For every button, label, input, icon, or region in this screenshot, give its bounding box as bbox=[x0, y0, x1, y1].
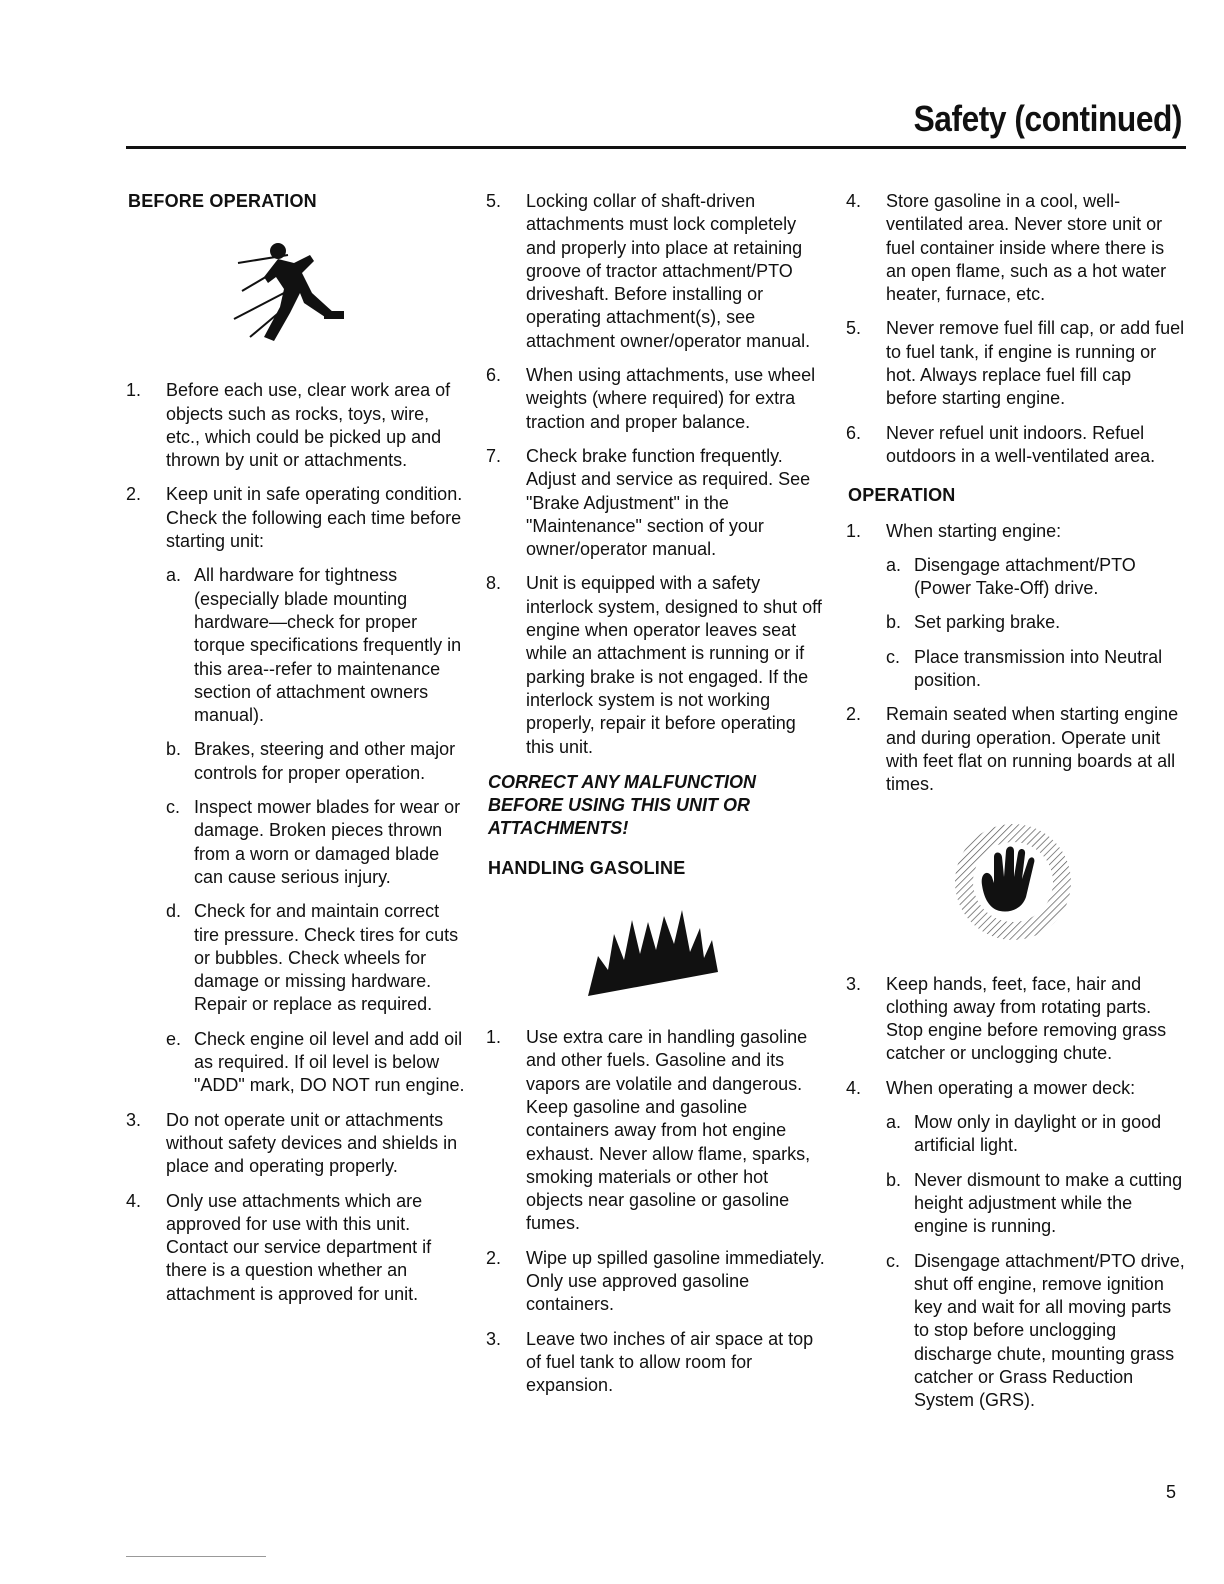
item-number: 1. bbox=[126, 380, 142, 401]
sub-text: Disengage attachment/PTO (Power Take-Off) drive. bbox=[914, 554, 1136, 599]
item-number: 2. bbox=[846, 704, 862, 725]
section-heading-handling-gasoline: HANDLING GASOLINE bbox=[488, 857, 686, 878]
item-number: 7. bbox=[486, 445, 502, 466]
item-text: Never remove fuel fill cap, or add fuel to fuel tank, if engine is running or hot. Always replace fuel fill cap before starting engine. bbox=[886, 318, 1185, 409]
list-item bbox=[840, 422, 1185, 469]
list-item bbox=[480, 1328, 825, 1398]
list-item bbox=[840, 1077, 1185, 1413]
sub-letter: b. bbox=[886, 612, 902, 633]
list-item bbox=[480, 1026, 825, 1236]
sub-text: Check engine oil level and add oil as required. If oil level is below "ADD" mark, DO NOT run engine. bbox=[194, 1028, 465, 1096]
sub-item bbox=[886, 1250, 1185, 1413]
sub-letter: a. bbox=[886, 554, 902, 575]
item-text: When operating a mower deck: bbox=[886, 1077, 1136, 1098]
sub-text: Check for and maintain correct tire pressure. Check tires for cuts or bubbles. Check wheels for damage or missing hardware. Repair or replace as required. bbox=[194, 901, 459, 1015]
item-number: 5. bbox=[846, 318, 862, 339]
list-item bbox=[840, 190, 1185, 306]
list-item bbox=[120, 1190, 465, 1306]
scan-artifact-line bbox=[126, 1556, 266, 1557]
sub-list bbox=[886, 554, 1185, 692]
item-number: 3. bbox=[846, 973, 862, 994]
header-divider bbox=[126, 146, 1186, 149]
sub-text: Set parking brake. bbox=[914, 612, 1061, 633]
item-text: Remain seated when starting engine and during operation. Operate unit with feet flat on running boards at all times. bbox=[886, 704, 1179, 795]
item-number: 4. bbox=[846, 191, 862, 211]
item-number: 1. bbox=[486, 1027, 502, 1048]
item-number: 3. bbox=[126, 1109, 142, 1130]
item-number: 1. bbox=[846, 520, 862, 541]
sub-letter: a. bbox=[166, 565, 182, 586]
item-text: Only use attachments which are approved for use with this unit. Contact our service department if there is a question whether an attachment is approved for unit. bbox=[166, 1190, 432, 1304]
list-item bbox=[480, 445, 825, 561]
sub-letter: e. bbox=[166, 1028, 182, 1049]
item-text: Use extra care in handling gasoline and other fuels. Gasoline and its vapors are volatile and dangerous. Keep gasoline and gasoline containers away from hot engine exhaust. Never allow flame, sparks, smoking materials or other hot objects near gasoline or gasoline fumes. bbox=[526, 1027, 811, 1234]
item-number: 2. bbox=[486, 1247, 502, 1268]
sub-item bbox=[886, 1111, 1185, 1158]
thrown-object-warning-icon bbox=[228, 233, 358, 353]
sub-list bbox=[886, 1111, 1185, 1413]
list-item bbox=[120, 379, 465, 472]
sub-text: Brakes, steering and other major controls for proper operation. bbox=[194, 739, 456, 783]
item-number: 8. bbox=[486, 573, 502, 594]
item-text: Keep unit in safe operating condition. Check the following each time before starting unit: bbox=[166, 484, 463, 552]
sub-letter: a. bbox=[886, 1112, 902, 1133]
item-text: Do not operate unit or attachments without safety devices and shields in place and operating properly. bbox=[166, 1109, 458, 1177]
item-text: Keep hands, feet, face, hair and clothing away from rotating parts. Stop engine before removing grass catcher or unclogging chute. bbox=[886, 973, 1167, 1064]
column-3 bbox=[840, 190, 1185, 1424]
sub-letter: d. bbox=[166, 901, 182, 922]
page-title: Safety (continued) bbox=[913, 98, 1182, 139]
item-text: Leave two inches of air space at top of fuel tank to allow room for expansion. bbox=[526, 1328, 814, 1396]
section-heading-operation: OPERATION bbox=[848, 485, 956, 506]
list-item bbox=[480, 1247, 825, 1317]
sub-letter: c. bbox=[886, 646, 901, 667]
sub-item bbox=[166, 564, 465, 727]
sub-text: Inspect mower blades for wear or damage. Broken pieces thrown from a worn or damaged blade can cause serious injury. bbox=[194, 797, 461, 887]
sub-item bbox=[166, 796, 465, 889]
item-text: When starting engine: bbox=[886, 520, 1062, 541]
list-item bbox=[120, 1109, 465, 1179]
sub-letter: c. bbox=[166, 797, 181, 818]
sub-letter: b. bbox=[166, 739, 182, 760]
page-number: 5 bbox=[1165, 1482, 1176, 1502]
section-heading-before-operation: BEFORE OPERATION bbox=[128, 191, 317, 211]
item-number: 3. bbox=[486, 1328, 502, 1349]
sub-item bbox=[166, 900, 465, 1016]
sub-letter: b. bbox=[886, 1169, 902, 1190]
sub-list bbox=[166, 564, 465, 1097]
item-text: Check brake function frequently. Adjust and service as required. See "Brake Adjustment" in the "Maintenance" section of your owner/operator manual. bbox=[526, 445, 811, 560]
item-number: 6. bbox=[486, 365, 502, 386]
sub-item bbox=[886, 646, 1185, 693]
sub-text: Disengage attachment/PTO drive, shut off engine, remove ignition key and wait for all moving parts to stop before unclogging discharge chute, mounting grass catcher or Grass Reduction System (GRS). bbox=[914, 1250, 1185, 1411]
item-text: Store gasoline in a cool, well-ventilated area. Never store unit or fuel container inside where there is an open flame, such as a hot water heater, furnace, etc. bbox=[886, 191, 1167, 305]
item-number: 2. bbox=[126, 484, 142, 505]
sub-letter: c. bbox=[886, 1250, 901, 1271]
list-item bbox=[840, 703, 1185, 796]
flame-icon bbox=[578, 900, 728, 1000]
list-item bbox=[120, 483, 465, 1097]
item-number: 6. bbox=[846, 422, 862, 443]
item-text: When using attachments, use wheel weights (where required) for extra traction and proper balance. bbox=[526, 365, 816, 432]
item-number: 4. bbox=[126, 1190, 142, 1211]
sub-text: All hardware for tightness (especially blade mounting hardware—check for proper torque specifications frequently in this area--refer to maintenance section of attachment owners manual). bbox=[194, 565, 462, 726]
item-text: Never refuel unit indoors. Refuel outdoors in a well-ventilated area. bbox=[886, 422, 1156, 466]
sub-item bbox=[886, 611, 1185, 634]
sub-item bbox=[886, 1169, 1185, 1239]
list-item bbox=[480, 364, 825, 434]
item-number: 4. bbox=[846, 1077, 862, 1098]
sub-text: Mow only in daylight or in good artificial light. bbox=[914, 1112, 1162, 1156]
sub-text: Never dismount to make a cutting height adjustment while the engine is running. bbox=[914, 1169, 1183, 1237]
item-text: Locking collar of shaft-driven attachments must lock completely and properly into place at retaining groove of tractor attachment/PTO driveshaft. Before installing or operating attachment(s), see attachment owner/operator manual. bbox=[526, 191, 811, 351]
sub-item bbox=[166, 738, 465, 785]
item-text: Unit is equipped with a safety interlock system, designed to shut off engine when operator leaves seat while an attachment is running or if parking brake is not engaged. If the interlock system is not working properly, repair it before operating this unit. bbox=[526, 573, 822, 757]
sub-item bbox=[886, 554, 1185, 601]
list-item bbox=[840, 317, 1185, 410]
column-1 bbox=[120, 190, 465, 1317]
item-number: 5. bbox=[486, 191, 502, 211]
item-text: Before each use, clear work area of objects such as rocks, toys, wire, etc., which could be picked up and thrown by unit or attachments. bbox=[166, 380, 451, 471]
sub-item bbox=[166, 1028, 465, 1098]
item-text: Wipe up spilled gasoline immediately. Only use approved gasoline containers. bbox=[526, 1247, 825, 1315]
list-item bbox=[480, 190, 825, 353]
list-item bbox=[840, 973, 1185, 1066]
list-item bbox=[480, 572, 825, 758]
list-item bbox=[840, 520, 1185, 693]
sub-text: Place transmission into Neutral position. bbox=[914, 646, 1163, 691]
column-2 bbox=[480, 190, 825, 1408]
malfunction-callout: CORRECT ANY MALFUNCTION BEFORE USING THIS UNIT OR ATTACHMENTS! bbox=[488, 771, 756, 839]
keep-hands-away-icon bbox=[948, 817, 1078, 947]
